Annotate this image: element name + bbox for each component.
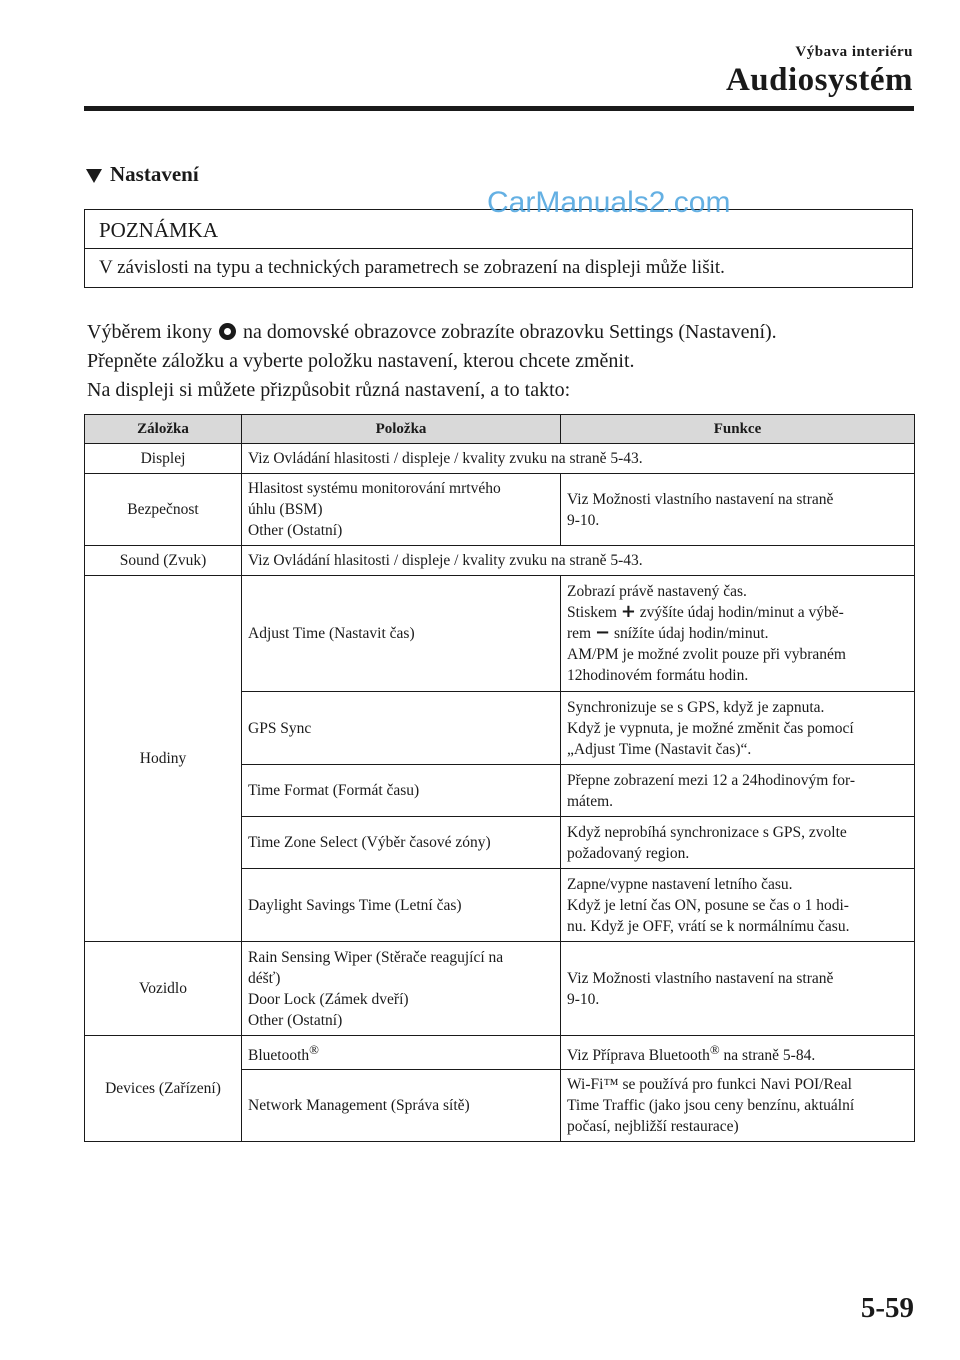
- header-rule: [84, 106, 914, 111]
- item-cell: [242, 942, 561, 1036]
- registered-mark: ®: [309, 1042, 319, 1057]
- registered-mark: ®: [709, 1042, 720, 1057]
- section-heading-text: Nastavení: [110, 162, 199, 186]
- table-row: [85, 576, 915, 692]
- function-text: rem: [567, 625, 592, 642]
- settings-gear-icon: [219, 323, 236, 340]
- function-line: Time Traffic (jako jsou ceny benzínu, aktuální: [567, 1097, 855, 1115]
- function-line: Když je letní čas ON, posune se čas o 1 hodi-: [567, 896, 849, 914]
- function-line: mátem.: [567, 792, 614, 810]
- function-line: Zobrazí právě nastavený čas.: [567, 583, 747, 600]
- item-line: Hlasitost systému monitorování mrtvého: [248, 480, 501, 497]
- tab-cell: Vozidlo: [85, 942, 242, 1036]
- tab-cell: Hodiny: [85, 576, 242, 942]
- section-heading: [86, 162, 199, 187]
- function-cell: [561, 692, 915, 765]
- minus-icon: −: [594, 622, 611, 643]
- table-row: [85, 942, 915, 1036]
- function-line: AM/PM je možné zvolit pouze při vybraném: [567, 646, 846, 663]
- triangle-bullet-icon: [86, 169, 102, 183]
- function-line: Viz Možnosti vlastního nastavení na straně: [567, 969, 834, 987]
- merged-cell: Viz Ovládání hlasitosti / displeje / kvality zvuku na straně 5-43.: [242, 546, 915, 576]
- function-line: 9-10.: [567, 511, 600, 529]
- tab-cell: Devices (Zařízení): [85, 1036, 242, 1142]
- intro-line-3: Na displeji si můžete přizpůsobit různá nastavení, a to takto:: [87, 379, 571, 401]
- function-cell: [561, 576, 915, 692]
- item-cell: Time Format (Formát času): [242, 765, 561, 817]
- merged-cell: Viz Ovládání hlasitosti / displeje / kvality zvuku na straně 5-43.: [242, 444, 915, 474]
- note-box: [84, 209, 913, 288]
- function-line: Když je vypnuta, je možné změnit čas pomocí: [567, 719, 854, 737]
- function-cell: [561, 1070, 915, 1142]
- running-header-section: Výbava interiéru: [795, 44, 913, 60]
- function-line: Přepne zobrazení mezi 12 a 24hodinovým for-: [567, 771, 856, 789]
- intro-line-1-start: Výběrem ikony: [87, 321, 212, 343]
- function-line: 9-10.: [567, 990, 600, 1008]
- running-header-title: Audiosystém: [725, 62, 913, 98]
- function-line: nu. Když je OFF, vrátí se k normálnímu času.: [567, 917, 850, 935]
- function-text: na straně 5-84.: [723, 1047, 816, 1065]
- item-cell: Network Management (Správa sítě): [242, 1070, 561, 1142]
- intro-paragraph: [87, 318, 777, 405]
- item-cell: [242, 1036, 561, 1070]
- col-header-function: Funkce: [561, 415, 915, 444]
- table-header-row: [85, 415, 915, 444]
- note-title: POZNÁMKA: [85, 210, 912, 249]
- tab-cell: Sound (Zvuk): [85, 546, 242, 576]
- table-row: [85, 546, 915, 576]
- page-number: 5-59: [860, 1292, 914, 1324]
- function-text: snížíte údaj hodin/minut.: [613, 625, 769, 642]
- item-line: Other (Ostatní): [248, 1011, 343, 1029]
- item-line: Rain Sensing Wiper (Stěrače reagující na: [248, 948, 504, 966]
- function-line: Wi-Fi™ se používá pro funkci Navi POI/Real: [567, 1076, 852, 1094]
- function-line: Synchronizuje se s GPS, když je zapnuta.: [567, 698, 825, 716]
- function-line: [567, 602, 908, 623]
- function-text: Stiskem: [567, 604, 617, 621]
- settings-table: [84, 414, 915, 1142]
- function-line: „Adjust Time (Nastavit čas)“.: [567, 740, 752, 758]
- intro-line-1-end: na domovské obrazovce zobrazíte obrazovku Settings (Nastavení).: [242, 321, 777, 343]
- col-header-tab: Záložka: [85, 415, 242, 444]
- function-line: Když neprobíhá synchronizace s GPS, zvolte: [567, 823, 847, 841]
- item-line: Other (Ostatní): [248, 522, 343, 539]
- function-cell: [561, 1036, 915, 1070]
- function-cell: [561, 765, 915, 817]
- item-line: déšť): [248, 969, 281, 987]
- item-cell: Adjust Time (Nastavit čas): [242, 576, 561, 692]
- watermark: CarManuals2.com: [487, 186, 731, 219]
- item-line: Door Lock (Zámek dveří): [248, 990, 409, 1008]
- col-header-item: Položka: [242, 415, 561, 444]
- item-text: Bluetooth: [248, 1047, 310, 1065]
- item-cell: [242, 474, 561, 546]
- intro-line-2: Přepněte záložku a vyberte položku nastavení, kterou chcete změnit.: [87, 350, 635, 372]
- function-cell: [561, 942, 915, 1036]
- item-cell: Time Zone Select (Výběr časové zóny): [242, 817, 561, 869]
- function-line: 12hodinovém formátu hodin.: [567, 667, 749, 684]
- function-line: požadovaný region.: [567, 844, 690, 862]
- function-line: Zapne/vypne nastavení letního času.: [567, 875, 793, 893]
- plus-icon: +: [620, 601, 636, 622]
- function-line: Viz Možnosti vlastního nastavení na straně: [567, 490, 834, 508]
- item-line: úhlu (BSM): [248, 501, 323, 518]
- intro-line-1: [87, 318, 777, 347]
- table-row: [85, 444, 915, 474]
- function-text: zvýšíte údaj hodin/minut a výbě-: [639, 604, 844, 621]
- table-row: [85, 474, 915, 546]
- function-cell: [561, 869, 915, 942]
- note-text: V závislosti na typu a technických parametrech se zobrazení na displeji může lišit.: [99, 257, 725, 278]
- function-line: počasí, nejbližší restaurace): [567, 1118, 739, 1136]
- function-cell: [561, 817, 915, 869]
- function-line: [567, 623, 908, 644]
- tab-cell: Displej: [85, 444, 242, 474]
- tab-cell: Bezpečnost: [85, 474, 242, 546]
- item-cell: Daylight Savings Time (Letní čas): [242, 869, 561, 942]
- function-text: Viz Příprava Bluetooth: [567, 1047, 710, 1065]
- item-cell: GPS Sync: [242, 692, 561, 765]
- table-row: [85, 1036, 915, 1070]
- function-cell: [561, 474, 915, 546]
